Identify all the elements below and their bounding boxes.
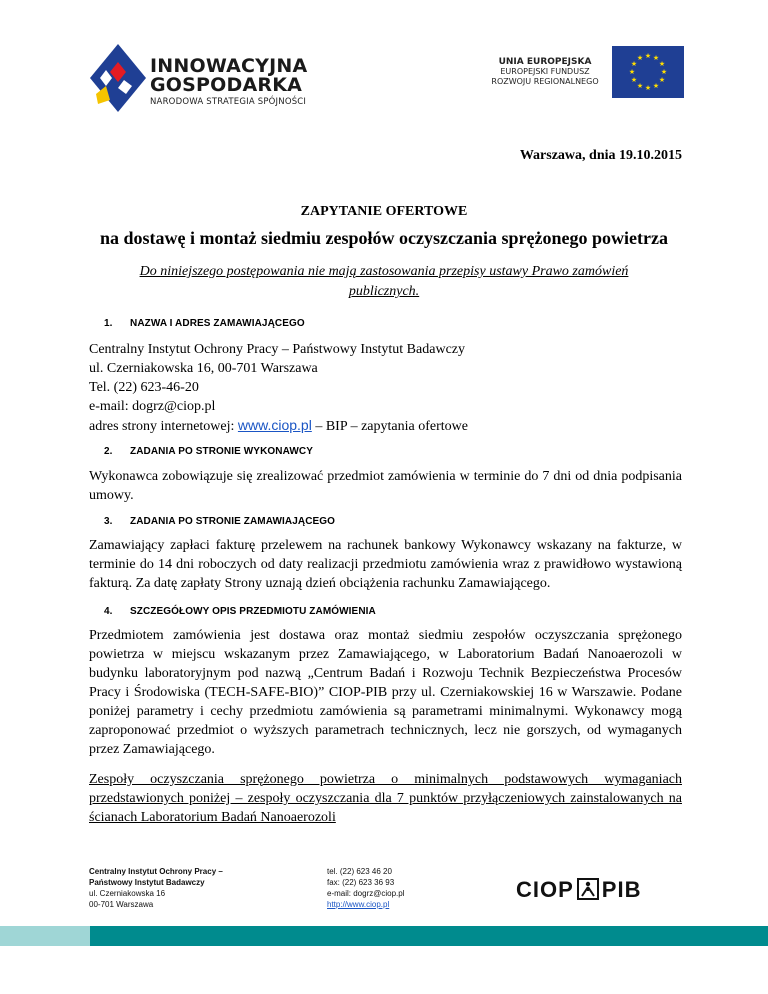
document-subject-heading: na dostawę i montaż siedmiu zespołów oczyszczania sprężonego powietrza bbox=[100, 228, 668, 248]
contractor-address: ul. Czerniakowska 16, 00-701 Warszawa bbox=[89, 361, 318, 376]
section-1-heading: 1. NAZWA I ADRES ZAMAWIAJĄCEGO bbox=[104, 318, 305, 329]
section-3-heading: 3. ZADANIA PO STRONIE ZAMAWIAJĄCEGO bbox=[104, 516, 336, 527]
svg-text:★: ★ bbox=[630, 60, 638, 68]
footer-bar bbox=[0, 926, 768, 946]
svg-text:★: ★ bbox=[644, 52, 652, 60]
footer-web-link[interactable]: http://www.ciop.pl bbox=[327, 900, 390, 909]
contractor-website: adres strony internetowej: www.ciop.pl – BIP – zapytania ofertowe bbox=[89, 417, 468, 434]
section-4-heading: 4. SZCZEGÓŁOWY OPIS PRZEDMIOTU ZAMÓWIENIA bbox=[104, 606, 376, 617]
svg-text:★: ★ bbox=[630, 76, 638, 84]
contractor-email: e-mail: dogrz@ciop.pl bbox=[89, 399, 216, 414]
svg-text:★: ★ bbox=[652, 82, 660, 90]
section-3-text: Zamawiający zapłaci fakturę przelewem na rachunek bankowy Wykonawcy wskazany na fakturze, w terminie do 14 dni roboczych od daty realizacji przedmiotu zamówienia wraz z prawidłowo wystawioną fakturą. Za datę zapłaty Strony uznają dzień obciążenia rachunku Zamawiającego. bbox=[89, 538, 682, 591]
ig-logo-subtitle: NARODOWA STRATEGIA SPÓJNOŚCI bbox=[150, 97, 307, 107]
contractor-name: Centralny Instytut Ochrony Pracy – Państwowy Instytut Badawczy bbox=[89, 342, 465, 357]
svg-text:★: ★ bbox=[658, 76, 666, 84]
svg-text:★: ★ bbox=[636, 82, 644, 90]
footer-bar-accent bbox=[0, 926, 90, 946]
document-date: Warszawa, dnia 19.10.2015 bbox=[519, 148, 682, 163]
svg-text:★: ★ bbox=[628, 68, 636, 76]
ciop-pib-logo: CIOP PIB bbox=[516, 877, 642, 902]
ig-emblem-icon bbox=[88, 42, 148, 114]
section-2-heading: 2. ZADANIA PO STRONIE WYKONAWCY bbox=[104, 446, 313, 457]
website-link[interactable]: www.ciop.pl bbox=[237, 417, 312, 433]
eu-logo-text: UNIA EUROPEJSKA EUROPEJSKI FUNDUSZ ROZWOJU REGIONALNEGO bbox=[491, 57, 599, 86]
section-4-text: Przedmiotem zamówienia jest dostawa oraz montaż siedmiu zespołów oczyszczania sprężonego powietrza w miejscu wskazanym przez Zamawiającego, w Laboratorium Badań Nanoaerozoli w budynku laboratoryjnym pod nazwą „Centrum Badań i Rozwoju Technik Bezpieczeństwa Procesów Pracy i Środowiska (TECH-SAFE-BIO)” CIOP-PIB przy ul. Czerniakowskiej 16 w Warszawie. Podane poniżej parametry i cechy przedmiotu zamówienia są parametrami minimalnymi. Wykonawcy mogą zaproponować przedmiot o wyższych parametrach technicznych, lecz nie gorszych, od wymaganych przez Zamawiającego. bbox=[89, 628, 682, 757]
svg-text:★: ★ bbox=[660, 68, 668, 76]
legal-note: Do niniejszego postępowania nie mają zastosowania przepisy ustawy Prawo zamówień publicznych. bbox=[139, 264, 629, 299]
svg-text:★: ★ bbox=[652, 54, 660, 62]
contractor-phone: Tel. (22) 623-46-20 bbox=[89, 380, 199, 395]
svg-text:★: ★ bbox=[658, 60, 666, 68]
ig-logo-title: INNOWACYJNA GOSPODARKA bbox=[150, 55, 308, 96]
eu-flag-icon bbox=[612, 46, 684, 98]
section-2-text: Wykonawca zobowiązuje się zrealizować przedmiot zamówienia w terminie do 7 dni od dnia podpisania umowy. bbox=[89, 469, 682, 503]
svg-text:★: ★ bbox=[636, 54, 644, 62]
footer-contact: tel. (22) 623 46 20 fax: (22) 623 36 93 e-mail: dogrz@ciop.pl http://www.ciop.pl bbox=[327, 867, 405, 909]
svg-text:★: ★ bbox=[644, 84, 652, 92]
footer-address: Centralny Instytut Ochrony Pracy – Państwowy Instytut Badawczy ul. Czerniakowska 16 00-701 Warszawa bbox=[89, 867, 223, 909]
document-type-heading: ZAPYTANIE OFERTOWE bbox=[300, 204, 468, 219]
section-4-requirements-intro: Zespoły oczyszczania sprężonego powietrza o minimalnych podstawowych wymaganiach przedstawionych poniżej – zespoły oczyszczania dla 7 punktów przyłączeniowych zainstalowanych na ścianach Laboratorium Badań Nanoaerozoli bbox=[89, 772, 682, 825]
ciop-person-icon bbox=[577, 878, 599, 900]
